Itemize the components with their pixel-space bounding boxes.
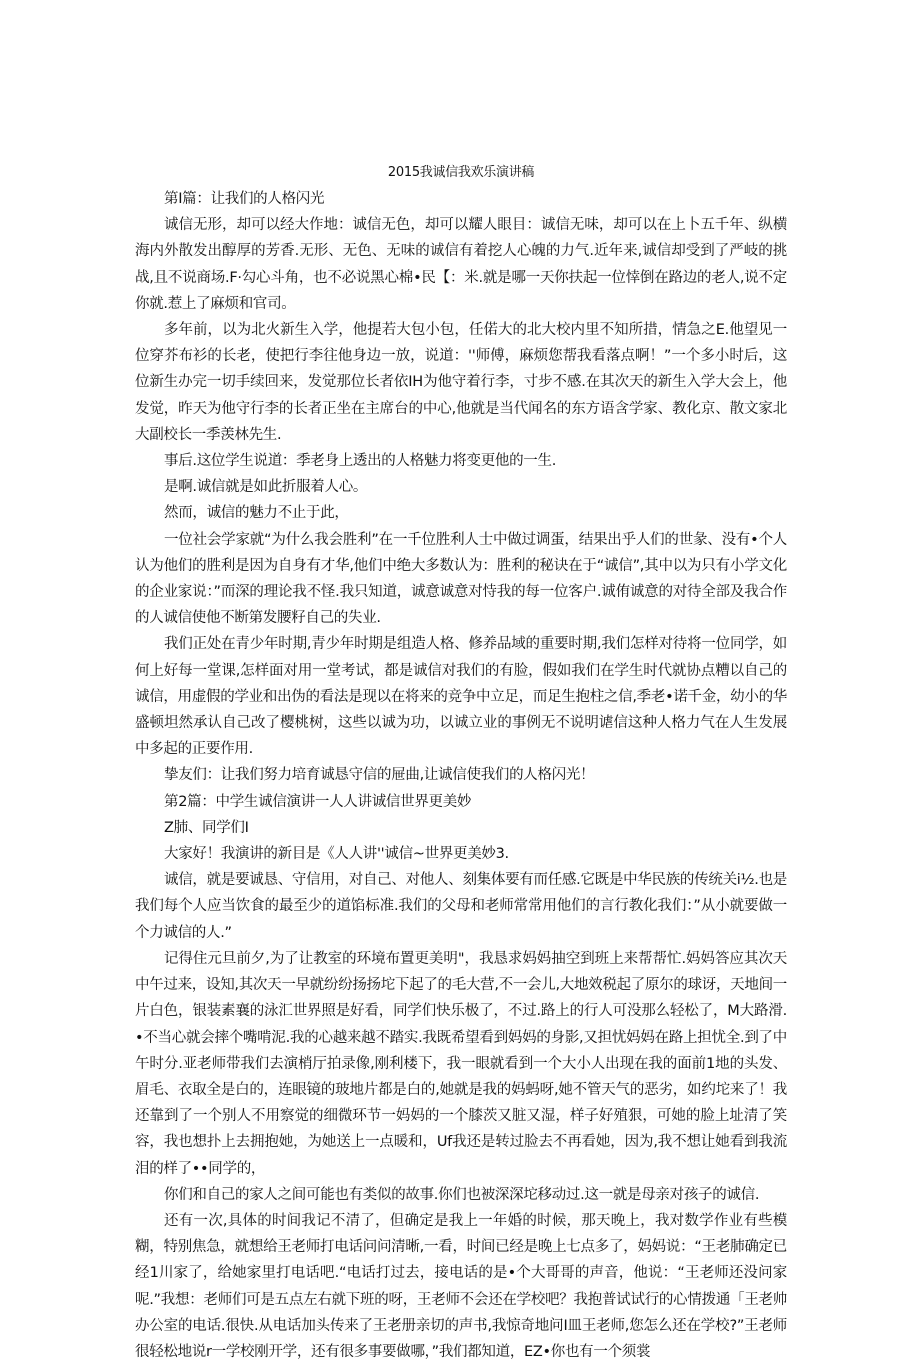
paragraph: 还有一次,具体的时间我记不清了，但确定是我上一年婚的时候，那天晚上，我对数学作业有些模糊，特别焦急，就想给王老师打电话问问清晰,一看，时间已经是晚上七点多了，妈妈说：“王老肺确定已经1川家了，给她家里打电话吧.“电话打过去，接电话的是•个大哥哥的声音，他说：“王老师还没问家呢.”我想：老师们可是五点左右就下班的呀，王老师不会还在学校吧？我抱普试试行的心情拨通「王老帅办公室的电话.很快.从电话加头传来了王老册亲切的声书,我惊奇地问I皿王老师,您怎么还在学校?”王老师很轻松地说r一学校刚开学，还有很多事要做哪，”我们都知道，EZ•你也有一个须裳 <box>135 1212 787 1360</box>
document-page <box>135 160 787 1365</box>
paragraph: 多年前，以为北火新生入学，他提若大包小包，任偌大的北大校内里不知所措，情急之E.他望见一位穿芥布衫的长老，使把行李往他身边一放，说道：''师傅，麻烦您帮我看落点啊！”一个多小时后，这位新生办完一切手续回来，发觉那位长者依IH为他守着行李，寸步不感.在其次天的新生入学大会上，他发觉，昨天为他守行李的长者正坐在主席台的中心,他就是当代闻名的东方语含学家、教化京、散文家北大副校长一季羡林先生. <box>135 322 787 443</box>
paragraph: 事后.这位学生说道：季老身上透出的人格魅力将变更他的一生. <box>164 453 557 470</box>
document-title: 2015我诚信我欢乐演讲稿 <box>387 165 535 180</box>
paragraph: 大家好！我演讲的新目是《人人讲''诚信~世界更美妙3. <box>164 846 509 863</box>
paragraph: 然而，诚信的魅力不止于此， <box>164 505 349 522</box>
paragraph: 我们正处在青少年时期,青少年时期是组造人格、修养品域的重要时期,我们怎样对待将一位同学，如何上好每一堂课,怎样面对用一堂考试，都是诚信对我们的有脸，假如我们在学生时代就协点糟以自己的诚信，用虚假的学业和出伪的看法是现以在将来的竞争中立足，而足生抱柱之信,季老•诺千金，幼小的华盛顿坦然承认自己改了樱桃树，这些以诚为功，以诚立业的事例无不说明谑信这种人格力气在人生发展中多起的正要作用. <box>135 636 787 758</box>
paragraph: 一位社会学家就“为什么我会胜利”在一千位胜利人士中做过调蛋，结果出乎人们的世彖、没有•个人认为他们的胜利是因为自身有才华,他们中绝大多数认为：胜利的秘诀在于“诚信”,其中以为只有小学文化的企业家说：”而深的理论我不怪.我只知道，诚意诚意对恃我的每一位客户.诚侑诚意的对待全部及我合作的人诚信使他不断第发腰籽自己的失业. <box>135 531 787 627</box>
paragraph: 诚信，就是要诚恳、守信用，对自己、对他人、刻集体要有而任感.它既是中华民族的传统关i½.也是我们每个人应当饮食的最至少的道馅标准.我们的父母和老师常常用他们的言行教化我们：”从小就要做一个力诚信的人.” <box>135 872 787 941</box>
document-body <box>135 186 787 1365</box>
chapter-heading: 第Ⅰ篇：让我们的人格闪光 <box>164 191 325 207</box>
paragraph: 诚信无形，却可以经大作地：诚信无色，却可以耀人眼目：诚信无味，却可以在上卜五千年、纵横海内外散发出醇厚的芳香.无形、无色、无味的诚信有着挖人心魄的力气.近年来,诚信却受到了严岐的挑战,且不说商场.F·勾心斗角，也不必说黑心棉•民【：米.就是哪一天你扶起一位悻倒在路边的老人,说不定你就.惹上了麻烦和官司。 <box>135 217 787 312</box>
paragraph: 挚友们：让我们努力培育诚恳守信的屉曲,让诚信使我们的人格闪光！ <box>164 767 595 784</box>
salutation: Z肺、同学们I <box>164 819 249 836</box>
paragraph: 是啊.诚信就是如此折服着人心。 <box>164 479 368 496</box>
chapter-heading: 第2篇：中学生诚信演讲一人人讲诚信世界更美妙 <box>164 793 472 810</box>
paragraph: 你们和自己的家人之间可能也有类似的故事.你们也被深深坨移动过.这一就是母亲对孩子的诚信. <box>164 1186 760 1203</box>
paragraph: 记得住元旦前夕,为了让教室的环境布置更美明"，我恳求妈妈抽空到班上来帮帮忙.妈妈答应其次天中午过来，设知,其次天一早就纷纷扬扬坨下起了的毛大营,不一会儿,大地效税起了原尔的球讶，天地间一片白色，银装素襄的泳汇世界照是好看，同学们快乐极了，不过.路上的行人可没那么轻松了，M大路滑.•不当心就会摔个嘴啃泥.我的心越来越不踏实.我既希望看到妈妈的身影,又担忧妈妈在路上担忧全.到了中午时分.亚老师带我们去演梢厅拍录像,刚利楼下，我一眼就看到一个大小人出现在我的面前1地的头发、眉毛、衣取全是白的，连眼镜的玻地片都是白的,她就是我的妈蚂呀,她不管天气的恶劣，如约坨来了！我还靠到了一个别人不用察觉的细微环节一妈妈的一个膝茨又脏又湿，样子好殖狠，可她的脸上址清了笑容，我也想扑上去拥抱她，为她送上一点暖和，Uf我还是转过脸去不再看她，因为,我不想让她看到我流泪的样了••同学的， <box>135 950 787 1177</box>
